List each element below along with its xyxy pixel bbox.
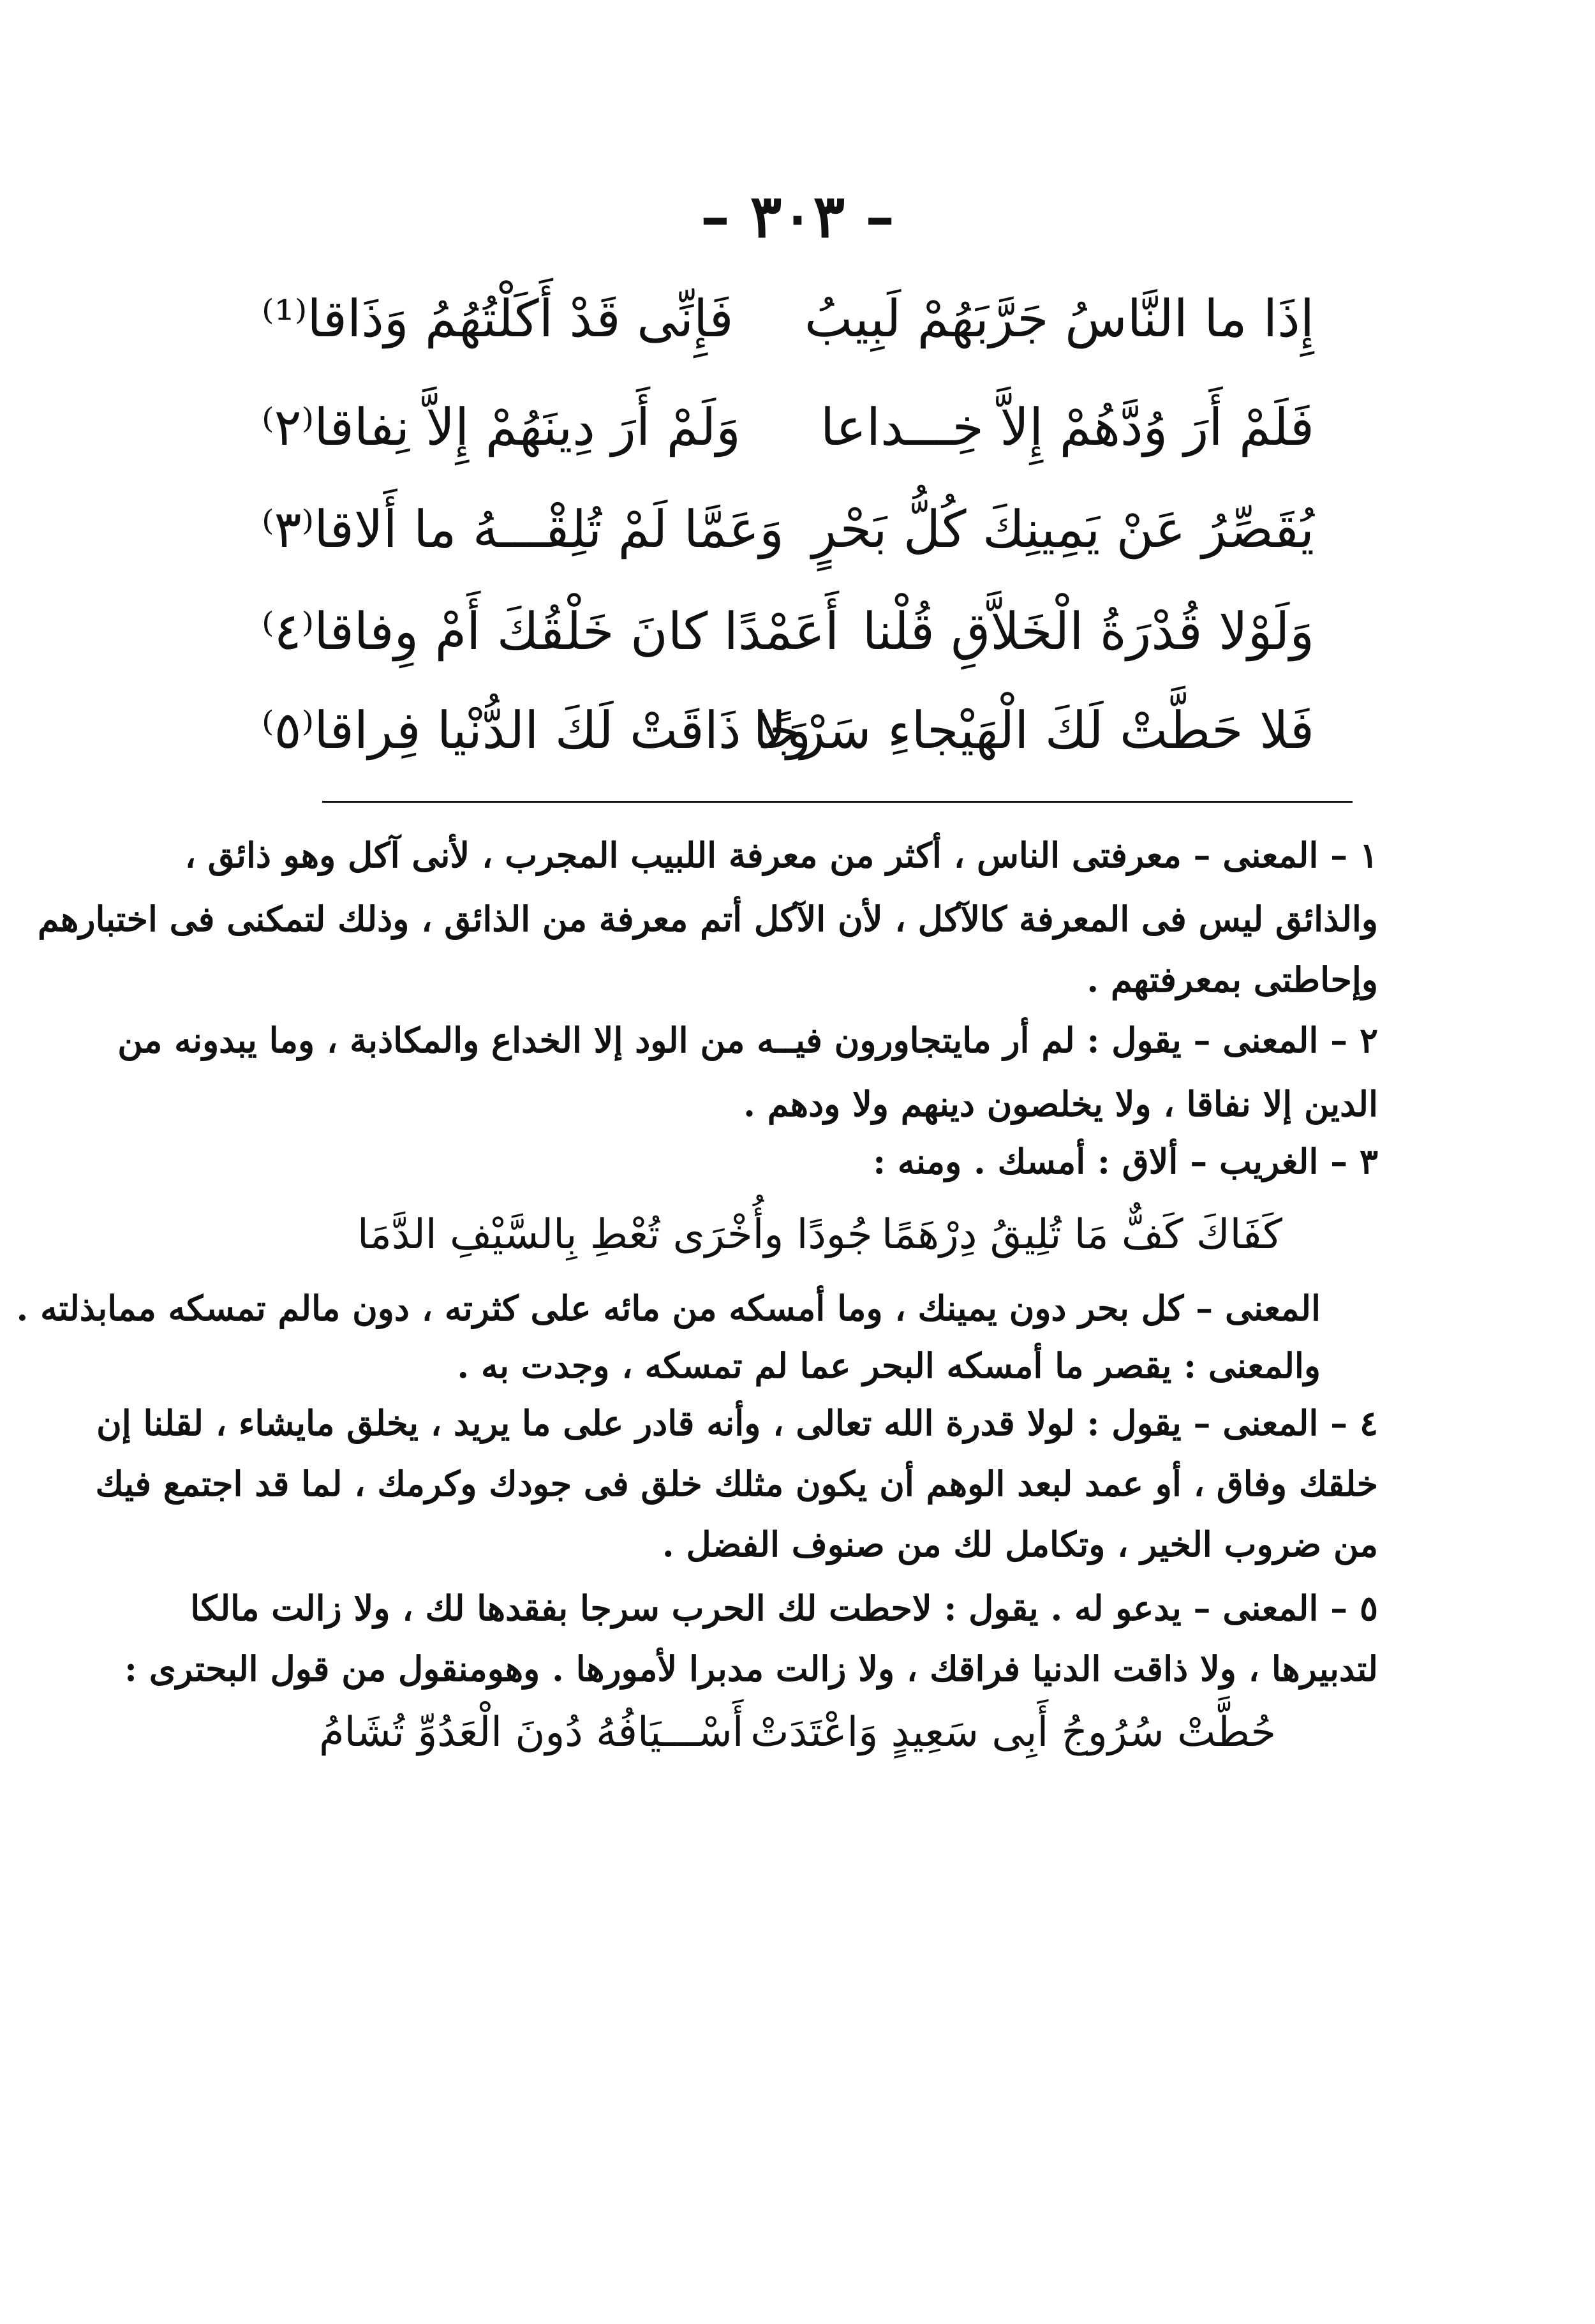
verse: [262, 389, 1314, 466]
verse-first-hemistich: فَلَمْ أَرَ وُدَّهُمْ إِلاَّ خِـــداعا: [820, 398, 1314, 457]
page-number: – ٣٠٣ –: [700, 182, 895, 251]
verse-second-hemistich: وَلَمْ أَرَ دِينَهُمْ إِلاَّ نِفاقا⁽٢⁾: [262, 398, 741, 457]
quoted-verse: [319, 1701, 1276, 1764]
footnote-line: وإحاطتى بمعرفتهم .: [1087, 959, 1378, 1000]
verse: [262, 692, 1314, 769]
footnote-line: من ضروب الخير ، وتكامل لك من صنوف الفضل .: [662, 1524, 1378, 1565]
verse-second-hemistich: أَعَمْدًا كانَ خَلْقُكَ أَمْ وِفاقا⁽٤⁾: [262, 602, 840, 661]
footnote-line: والمعنى : يقصر ما أمسكه البحر عما لم تمسكه ، وجدت به .: [457, 1345, 1321, 1386]
verse-first-hemistich: فَلا حَطَّتْ لَكَ الْهَيْجاءِ سَرْجًا: [753, 701, 1314, 760]
verse: [262, 593, 1314, 670]
verse-second-hemistich: جُودًا وأُخْرَى تُعْطِ بِالسَّيْفِ الدَّمَا: [357, 1211, 873, 1258]
quoted-verse: [357, 1203, 1282, 1267]
footnote-line: والذائق ليس فى المعرفة كالآكل ، لأن الآكل أتم معرفة من الذائق ، وذلك لتمكنى فى اختبارهم: [37, 898, 1378, 939]
verse-first-hemistich: وَلَوْلا قُدْرَةُ الْخَلاَّقِ قُلْنا: [862, 602, 1314, 661]
verse-second-hemistich: أَسْـــيَافُهُ دُونَ الْعَدُوِّ تُشَامُ: [319, 1709, 744, 1756]
footnote-line: ٣ – الغريب – ألاق : أمسك . ومنه :: [873, 1141, 1378, 1182]
footnote-line: ٢ – المعنى – يقول : لم أر مايتجاورون فيــه من الود إلا الخداع والمكاذبة ، وما يبدونه من: [117, 1020, 1378, 1061]
footnote-line: خلقك وفاق ، أو عمد لبعد الوهم أن يكون مثلك خلق فى جودك وكرمك ، لما قد اجتمع فيك: [95, 1463, 1378, 1504]
verse-first-hemistich: حُطَّتْ سُرُوجُ أَبِى سَعِيدٍ وَاعْتَدَتْ: [750, 1709, 1276, 1756]
footnote-line: ٥ – المعنى – يدعو له . يقول : لاحطت لك الحرب سرجا بفقدها لك ، ولا زالت مالكا: [190, 1588, 1378, 1628]
verse-second-hemistich: وَلا ذَاقَتْ لَكَ الدُّنْيا فِراقا⁽٥⁾: [262, 701, 812, 760]
footnote-line: ٤ – المعنى – يقول : لولا قدرة الله تعالى ، وأنه قادر على ما يريد ، يخلق مايشاء ، لقلنا إن: [96, 1403, 1378, 1443]
verse: [262, 281, 1314, 357]
verse-second-hemistich: وَعَمَّا لَمْ تُلِقْـــهُ ما أَلاقا⁽٣⁾: [262, 500, 784, 559]
footnote-line: المعنى – كل بحر دون يمينك ، وما أمسكه من مائه على كثرته ، دون مالم تمسكه ممابذلته .: [16, 1288, 1321, 1329]
verse-first-hemistich: يُقَصِّرُ عَنْ يَمِينِكَ كُلُّ بَحْرٍ: [812, 500, 1314, 559]
verse-second-hemistich: فَإِنِّى قَدْ أَكَلْتُهُمُ وَذَاقا⁽¹⁾: [262, 289, 734, 348]
verse: [262, 491, 1314, 568]
verse-first-hemistich: كَفَاكَ كَفٌّ مَا تُلِيقُ دِرْهَمًا: [881, 1211, 1282, 1258]
footnote-line: لتدبيرها ، ولا ذاقت الدنيا فراقك ، ولا زالت مدبرا لأمورها . وهومنقول من قول البحترى :: [124, 1648, 1378, 1689]
verse-first-hemistich: إِذَا ما النَّاسُ جَرَّبَهُمْ لَبِيبُ: [805, 289, 1314, 348]
footnote-divider: [322, 801, 1353, 803]
footnote-line: الدين إلا نفاقا ، ولا يخلصون دينهم ولا ودهم .: [743, 1084, 1378, 1124]
footnote-line: ١ – المعنى – معرفتى الناس ، أكثر من معرفة اللبيب المجرب ، لأنى آكل وهو ذائق ،: [184, 835, 1378, 875]
